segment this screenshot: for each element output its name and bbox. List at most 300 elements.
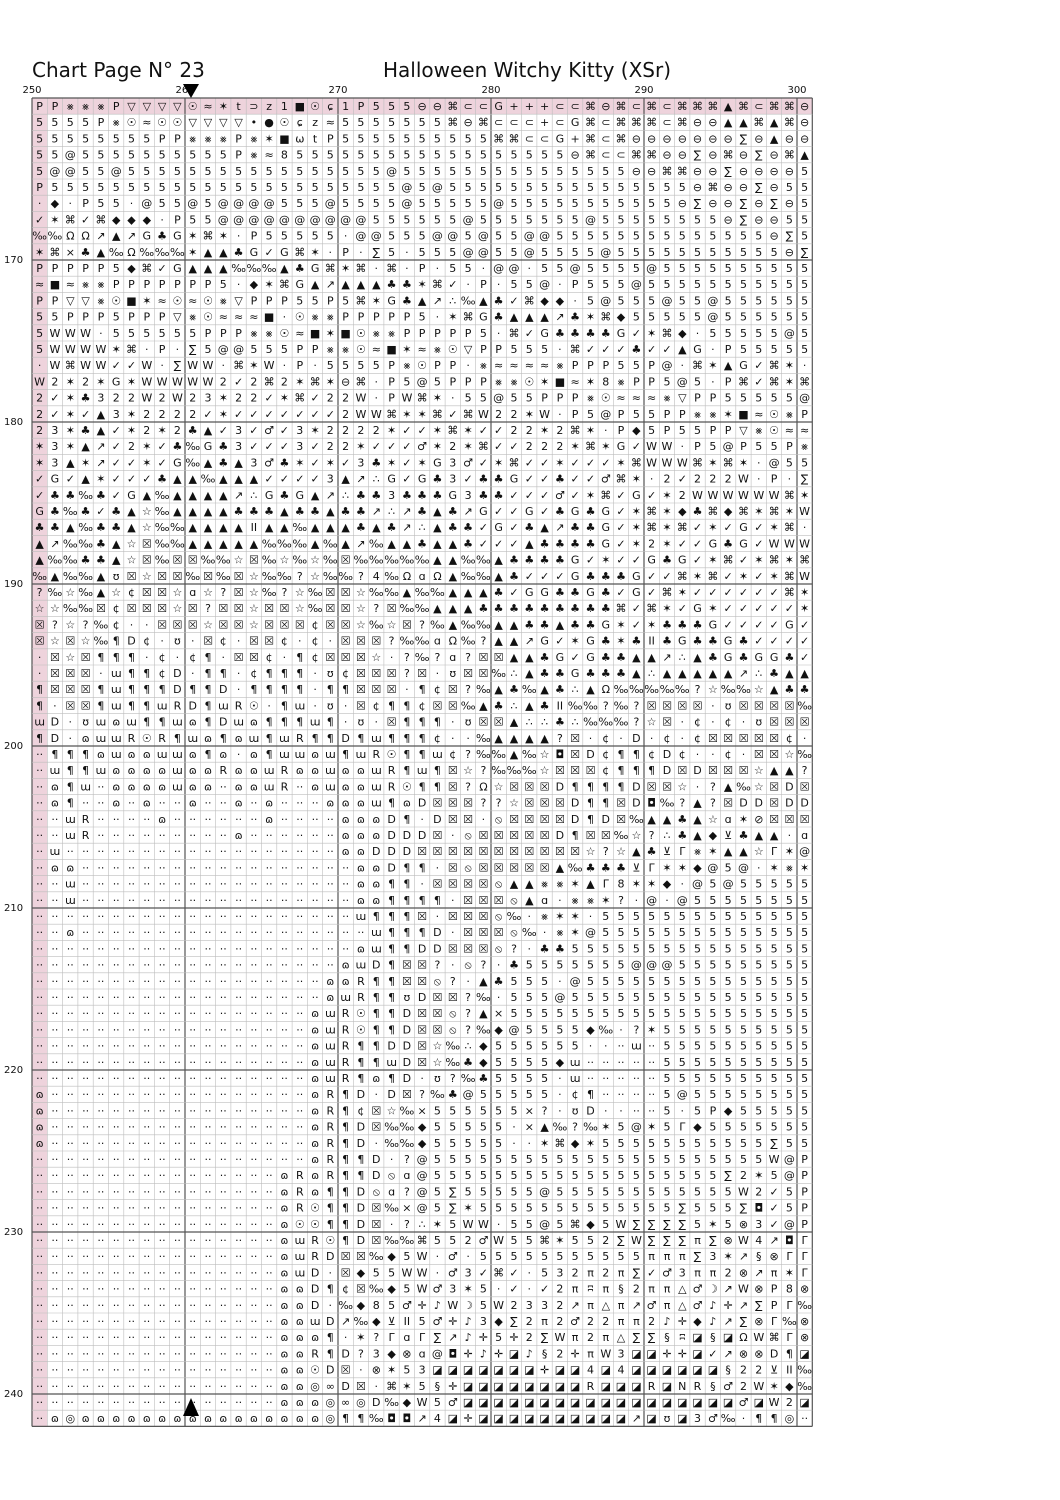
- chart-cell-symbol: ↗: [356, 537, 366, 551]
- chart-cell-symbol: 5: [678, 1023, 686, 1037]
- chart-cell-symbol: ◪: [615, 1412, 627, 1426]
- chart-cell-symbol: P: [36, 181, 43, 194]
- chart-cell-symbol: 5: [112, 310, 120, 324]
- chart-cell-symbol: ··: [204, 1185, 212, 1199]
- chart-cell-symbol: ··: [265, 1250, 273, 1264]
- chart-cell-symbol: ··: [250, 942, 258, 956]
- chart-cell-symbol: 5: [801, 213, 809, 227]
- chart-cell-symbol: ‰: [414, 553, 430, 567]
- chart-cell-symbol: ·: [466, 278, 470, 292]
- chart-cell-symbol: ▲: [785, 667, 794, 680]
- chart-cell-symbol: ☒: [355, 683, 366, 697]
- chart-cell-symbol: R: [173, 699, 182, 713]
- chart-cell-symbol: ⌘: [738, 100, 749, 113]
- chart-cell-symbol: ♣: [432, 472, 443, 486]
- chart-cell-symbol: ✶: [325, 326, 335, 340]
- chart-cell-symbol: ··: [265, 1120, 273, 1134]
- chart-cell-symbol: 3: [372, 1347, 380, 1361]
- chart-cell-symbol: 5: [250, 181, 258, 194]
- chart-cell-symbol: ··: [143, 1088, 151, 1102]
- chart-cell-symbol: 5: [173, 148, 181, 162]
- chart-cell-symbol: 2: [587, 1331, 594, 1345]
- chart-cell-symbol: ✶: [662, 537, 672, 551]
- chart-cell-symbol: ··: [235, 1185, 243, 1199]
- chart-cell-symbol: P: [617, 407, 625, 421]
- chart-cell-symbol: ◪: [524, 1412, 535, 1426]
- chart-cell-symbol: 5: [740, 1007, 747, 1021]
- chart-cell-symbol: ◆: [417, 1120, 427, 1134]
- chart-cell-symbol: ◪: [524, 1379, 535, 1393]
- chart-cell-symbol: ··: [143, 991, 151, 1004]
- chart-cell-symbol: ɷ: [295, 1412, 304, 1426]
- chart-cell-symbol: ♣: [509, 602, 519, 616]
- chart-cell-symbol: ··: [265, 1007, 273, 1021]
- chart-cell-symbol: 5: [97, 132, 105, 146]
- chart-cell-symbol: ··: [617, 1039, 625, 1053]
- chart-cell-symbol: 5: [678, 974, 686, 988]
- chart-cell-symbol: 5: [724, 391, 732, 405]
- chart-cell-symbol: @: [355, 213, 367, 227]
- chart-cell-symbol: ¶: [403, 877, 411, 891]
- chart-cell-symbol: ¶: [265, 683, 273, 697]
- chart-cell-symbol: ··: [97, 942, 105, 956]
- chart-cell-symbol: 5: [464, 1120, 472, 1134]
- chart-cell-symbol: ··: [66, 1298, 74, 1312]
- chart-cell-symbol: 2: [648, 537, 656, 551]
- chart-cell-symbol: ∑: [188, 343, 197, 356]
- chart-cell-symbol: ··: [296, 1072, 304, 1085]
- chart-cell-symbol: ‰: [292, 537, 308, 551]
- chart-cell-symbol: ɷ: [372, 893, 381, 907]
- chart-cell-symbol: 5: [388, 213, 396, 227]
- chart-cell-symbol: ✛: [493, 1347, 504, 1361]
- chart-cell-symbol: 5: [510, 1234, 518, 1247]
- chart-cell-symbol: ∴: [418, 521, 426, 535]
- chart-cell-symbol: 5: [801, 974, 809, 988]
- chart-cell-symbol: ɯ: [294, 699, 306, 713]
- chart-cell-symbol: W: [64, 343, 76, 356]
- chart-cell-symbol: 5: [755, 1007, 763, 1021]
- chart-cell-symbol: ✓: [96, 505, 106, 518]
- chart-cell-symbol: ♣: [539, 699, 550, 713]
- chart-cell-symbol: ··: [296, 796, 304, 810]
- chart-cell-symbol: G: [35, 505, 44, 518]
- chart-cell-symbol: 5: [525, 991, 533, 1004]
- chart-cell-symbol: ··: [250, 1055, 258, 1069]
- chart-cell-symbol: ⨳: [801, 440, 809, 454]
- chart-cell-symbol: ··: [250, 1104, 258, 1118]
- chart-cell-symbol: ··: [189, 1088, 197, 1102]
- chart-cell-symbol: ⌘: [646, 505, 658, 518]
- chart-cell-symbol: ✶: [585, 310, 596, 324]
- chart-cell-symbol: ☆: [65, 650, 76, 664]
- chart-cell-symbol: ··: [296, 877, 304, 891]
- chart-cell-symbol: ··: [36, 942, 44, 956]
- chart-cell-symbol: 5: [571, 1153, 579, 1166]
- chart-cell-symbol: ɯ: [263, 780, 275, 794]
- chart-cell-symbol: ♣: [509, 683, 519, 697]
- chart-cell-symbol: ··: [82, 910, 90, 923]
- chart-cell-symbol: ✶: [295, 375, 305, 389]
- chart-cell-symbol: ∑: [739, 1315, 748, 1328]
- chart-cell-symbol: ⊖: [708, 197, 718, 211]
- chart-cell-symbol: 5: [541, 1023, 549, 1037]
- chart-cell-symbol: 5: [724, 229, 732, 243]
- chart-cell-symbol: ··: [128, 1104, 135, 1118]
- chart-cell-symbol: ··: [219, 1282, 227, 1296]
- chart-cell-symbol: 5: [694, 1039, 701, 1053]
- chart-cell-symbol: ɷ: [203, 780, 213, 794]
- chart-cell-symbol: ··: [97, 1331, 105, 1345]
- chart-cell-symbol: ▲: [188, 505, 197, 518]
- chart-cell-symbol: ☒: [371, 1217, 382, 1231]
- chart-cell-symbol: ✓: [80, 213, 91, 227]
- chart-cell-symbol: ↗: [325, 278, 335, 292]
- chart-cell-symbol: G: [310, 262, 320, 275]
- chart-cell-symbol: ··: [173, 1039, 181, 1053]
- chart-cell-symbol: G: [433, 456, 442, 470]
- chart-cell-symbol: ✓: [493, 440, 504, 454]
- chart-cell-symbol: ▲: [509, 618, 519, 632]
- chart-cell-symbol: ☉: [401, 780, 412, 794]
- chart-cell-symbol: 5: [785, 1039, 793, 1053]
- chart-cell-symbol: ☆: [49, 602, 60, 616]
- chart-cell-symbol: 5: [587, 991, 594, 1004]
- chart-cell-symbol: ··: [97, 1201, 105, 1215]
- chart-cell-symbol: ✓: [799, 634, 810, 648]
- chart-cell-symbol: ♣: [294, 505, 305, 518]
- chart-cell-symbol: ··: [265, 861, 273, 875]
- chart-cell-symbol: ··: [158, 991, 166, 1004]
- chart-cell-symbol: ☽: [707, 1282, 718, 1296]
- chart-cell-symbol: ✓: [631, 618, 642, 632]
- chart-cell-symbol: ɯ: [110, 667, 122, 680]
- chart-cell-symbol: ∴: [342, 488, 350, 502]
- chart-cell-symbol: 5: [525, 974, 533, 988]
- chart-cell-symbol: ɯ: [110, 748, 122, 761]
- chart-cell-symbol: 5: [342, 359, 350, 373]
- chart-cell-symbol: ··: [128, 926, 135, 940]
- chart-cell-symbol: G: [723, 650, 733, 664]
- chart-cell-symbol: 5: [433, 213, 441, 227]
- chart-cell-symbol: 5: [510, 1153, 518, 1166]
- chart-cell-symbol: ∑: [510, 1315, 518, 1328]
- chart-cell-symbol: ♣: [723, 537, 734, 551]
- chart-cell-symbol: ɷ: [234, 780, 243, 794]
- chart-cell-symbol: 5: [82, 164, 90, 178]
- chart-cell-symbol: 2: [173, 407, 181, 421]
- chart-cell-symbol: ☒: [447, 845, 458, 859]
- chart-cell-symbol: ··: [112, 1185, 120, 1199]
- chart-cell-symbol: ɷ: [341, 764, 350, 778]
- chart-cell-symbol: ɷ: [112, 1412, 121, 1426]
- chart-cell-symbol: ♣: [539, 650, 550, 664]
- chart-cell-symbol: @: [707, 861, 719, 875]
- chart-cell-symbol: ✛: [448, 1379, 458, 1393]
- chart-cell-symbol: 5: [525, 278, 533, 292]
- chart-cell-symbol: ··: [189, 1136, 197, 1150]
- chart-cell-symbol: ··: [250, 812, 258, 826]
- chart-cell-symbol: ·: [573, 294, 577, 308]
- chart-cell-symbol: ✶: [799, 488, 810, 502]
- chart-cell-symbol: ··: [219, 926, 227, 940]
- chart-cell-symbol: ··: [296, 1120, 304, 1134]
- chart-cell-symbol: ‰: [399, 602, 415, 616]
- chart-cell-symbol: ?: [541, 1104, 548, 1118]
- chart-cell-symbol: ▲: [586, 683, 595, 697]
- chart-cell-symbol: ¶: [265, 731, 273, 745]
- chart-cell-symbol: 5: [785, 1055, 793, 1069]
- chart-cell-symbol: ✓: [310, 407, 320, 421]
- chart-cell-symbol: 5: [755, 391, 763, 405]
- chart-cell-symbol: 5: [801, 278, 809, 292]
- chart-cell-symbol: ◪: [462, 1379, 474, 1393]
- chart-cell-symbol: ✶: [432, 440, 443, 454]
- chart-cell-symbol: ☉: [600, 391, 611, 405]
- chart-cell-symbol: ✓: [157, 262, 167, 275]
- chart-cell-symbol: ¢: [128, 586, 135, 599]
- chart-cell-symbol: ··: [189, 861, 197, 875]
- chart-cell-symbol: ☆: [172, 602, 183, 616]
- chart-cell-symbol: 5: [372, 132, 380, 146]
- chart-cell-symbol: @: [370, 229, 382, 243]
- chart-cell-symbol: G: [601, 618, 611, 632]
- chart-cell-symbol: ··: [97, 1298, 105, 1312]
- chart-cell-symbol: 5: [801, 1104, 809, 1118]
- chart-cell-symbol: ·: [588, 731, 593, 745]
- chart-cell-symbol: @: [630, 958, 642, 972]
- chart-cell-symbol: ‰: [598, 1023, 614, 1037]
- chart-cell-symbol: ·: [37, 359, 42, 373]
- chart-cell-symbol: 5: [388, 1298, 396, 1312]
- chart-cell-symbol: ◎: [784, 1412, 795, 1426]
- chart-cell-symbol: ¶: [158, 683, 166, 697]
- chart-cell-symbol: ··: [66, 1120, 74, 1134]
- chart-cell-symbol: ‰: [399, 1234, 415, 1247]
- chart-cell-symbol: ··: [173, 942, 181, 956]
- chart-cell-symbol: ··: [204, 1282, 212, 1296]
- chart-cell-symbol: ⊖: [708, 164, 718, 178]
- chart-cell-symbol: ✶: [80, 456, 91, 470]
- chart-cell-symbol: P: [480, 343, 487, 356]
- chart-cell-symbol: 5: [632, 1169, 640, 1183]
- chart-cell-symbol: P: [633, 375, 640, 389]
- chart-cell-symbol: π: [678, 1250, 686, 1264]
- chart-cell-symbol: 5: [541, 181, 549, 194]
- chart-cell-symbol: ☆: [310, 553, 321, 567]
- chart-cell-symbol: ɷ: [311, 780, 320, 794]
- chart-cell-symbol: ⊂: [524, 116, 534, 130]
- chart-cell-symbol: W: [768, 1153, 780, 1166]
- chart-cell-symbol: ¶: [342, 683, 350, 697]
- chart-cell-symbol: ··: [82, 893, 90, 907]
- chart-cell-symbol: ··: [265, 1234, 273, 1247]
- chart-cell-symbol: P: [571, 391, 579, 405]
- chart-cell-symbol: ◪: [631, 1379, 642, 1393]
- chart-cell-symbol: ▲: [448, 586, 458, 599]
- chart-cell-symbol: ✶: [799, 861, 810, 875]
- chart-cell-symbol: 5: [357, 359, 365, 373]
- chart-cell-symbol: ··: [128, 877, 135, 891]
- chart-cell-symbol: ··: [36, 1039, 44, 1053]
- chart-cell-symbol: ♣: [463, 1055, 474, 1069]
- chart-cell-symbol: ⊂: [509, 116, 519, 130]
- chart-cell-symbol: ✶: [738, 569, 749, 583]
- chart-cell-symbol: 5: [785, 991, 793, 1004]
- chart-cell-symbol: ‰: [414, 586, 430, 599]
- chart-cell-symbol: 5: [755, 926, 763, 940]
- chart-cell-symbol: 5: [617, 1007, 625, 1021]
- chart-cell-symbol: 5: [587, 1234, 594, 1247]
- chart-cell-symbol: 5: [785, 926, 793, 940]
- chart-cell-symbol: @: [585, 213, 596, 227]
- chart-cell-symbol: ☒: [401, 618, 412, 632]
- chart-cell-symbol: ♣: [447, 1088, 458, 1102]
- chart-cell-symbol: ·: [374, 715, 379, 729]
- chart-cell-symbol: ɯ: [248, 731, 260, 745]
- chart-cell-symbol: ↗: [340, 1315, 351, 1328]
- chart-cell-symbol: ✓: [754, 569, 764, 583]
- chart-cell-symbol: ♂: [554, 488, 565, 502]
- chart-cell-symbol: ··: [143, 926, 151, 940]
- chart-cell-symbol: ✓: [799, 618, 810, 632]
- chart-cell-symbol: 5: [663, 926, 671, 940]
- chart-cell-symbol: ▲: [234, 472, 243, 486]
- chart-cell-symbol: ⦸: [510, 926, 518, 940]
- chart-cell-symbol: ♣: [432, 488, 443, 502]
- chart-cell-symbol: ··: [311, 796, 319, 810]
- chart-cell-symbol: ɑ: [388, 1185, 396, 1199]
- chart-cell-symbol: 2: [250, 391, 258, 405]
- chart-cell-symbol: ¶: [785, 1347, 793, 1361]
- chart-cell-symbol: ·: [496, 326, 501, 340]
- chart-cell-symbol: ☆: [646, 715, 657, 729]
- chart-cell-symbol: ‰: [261, 553, 277, 567]
- chart-cell-symbol: 5: [648, 181, 656, 194]
- chart-cell-symbol: G: [173, 456, 182, 470]
- chart-cell-symbol: ✶: [34, 245, 45, 259]
- chart-cell-symbol: P: [694, 391, 701, 405]
- chart-cell-symbol: ¶: [296, 650, 304, 664]
- chart-cell-symbol: ɷ: [341, 829, 350, 842]
- chart-cell-symbol: ·: [680, 715, 685, 729]
- chart-cell-symbol: ◆: [50, 197, 60, 211]
- chart-cell-symbol: ··: [97, 1185, 105, 1199]
- chart-cell-symbol: ·: [313, 699, 317, 713]
- chart-cell-symbol: 5: [740, 229, 747, 243]
- chart-cell-symbol: ·: [236, 229, 241, 243]
- chart-cell-symbol: ▲: [433, 505, 442, 518]
- chart-cell-symbol: 5: [740, 877, 747, 891]
- chart-cell-symbol: ✓: [616, 521, 626, 535]
- chart-cell-symbol: ··: [326, 812, 334, 826]
- chart-cell-symbol: ⊂: [662, 116, 672, 130]
- chart-cell-symbol: W: [738, 472, 749, 486]
- chart-cell-symbol: 5: [418, 229, 426, 243]
- chart-cell-symbol: 5: [418, 132, 426, 146]
- chart-cell-symbol: ☒: [279, 618, 290, 632]
- chart-cell-symbol: ♣: [80, 245, 91, 259]
- chart-cell-symbol: ɷ: [81, 1412, 90, 1426]
- chart-cell-symbol: ··: [82, 845, 90, 859]
- chart-cell-symbol: 5: [479, 1088, 487, 1102]
- chart-cell-symbol: 5: [709, 974, 717, 988]
- chart-cell-symbol: ·: [741, 1412, 746, 1426]
- chart-cell-symbol: P: [786, 440, 793, 454]
- chart-cell-symbol: 5: [449, 262, 457, 275]
- chart-cell-symbol: ✓: [402, 424, 412, 437]
- chart-cell-symbol: ⊂: [662, 100, 672, 113]
- chart-cell-symbol: 5: [403, 375, 411, 389]
- chart-cell-symbol: ¢: [372, 699, 380, 713]
- chart-cell-symbol: ▲: [188, 521, 197, 535]
- chart-cell-symbol: ɯ: [263, 764, 275, 778]
- chart-cell-symbol: 5: [648, 1136, 656, 1150]
- chart-cell-symbol: 5: [694, 1169, 701, 1183]
- chart-cell-symbol: P: [143, 310, 151, 324]
- chart-cell-symbol: ··: [189, 1396, 197, 1409]
- chart-cell-symbol: ··: [265, 1315, 273, 1328]
- chart-cell-symbol: ✶: [310, 245, 320, 259]
- chart-cell-symbol: @: [233, 197, 245, 211]
- chart-cell-symbol: §: [434, 1379, 441, 1393]
- chart-cell-symbol: ✓: [539, 505, 550, 518]
- chart-cell-symbol: ··: [112, 1153, 120, 1166]
- chart-cell-symbol: t: [236, 100, 241, 113]
- chart-cell-symbol: ɯ: [172, 780, 183, 794]
- chart-cell-symbol: @: [233, 343, 245, 356]
- chart-cell-symbol: ··: [112, 1136, 120, 1150]
- chart-cell-symbol: ··: [36, 845, 44, 859]
- chart-cell-symbol: 5: [372, 197, 380, 211]
- chart-cell-symbol: @: [646, 262, 658, 275]
- chart-cell-symbol: ··: [173, 812, 181, 826]
- chart-cell-symbol: ɷ: [372, 877, 381, 891]
- chart-cell-symbol: π: [587, 1298, 594, 1312]
- chart-cell-symbol: 5: [617, 1153, 625, 1166]
- chart-cell-symbol: ⊖: [784, 164, 795, 178]
- chart-cell-symbol: ▲: [525, 893, 534, 907]
- chart-cell-symbol: ◪: [508, 1412, 520, 1426]
- chart-cell-symbol: ¶: [357, 1055, 365, 1069]
- chart-cell-symbol: ✓: [65, 472, 75, 486]
- chart-cell-symbol: @: [508, 262, 520, 275]
- chart-cell-symbol: P: [128, 310, 135, 324]
- chart-cell-symbol: ⨳: [112, 116, 120, 130]
- chart-cell-symbol: ∑: [647, 1331, 656, 1345]
- chart-cell-symbol: W: [661, 440, 673, 454]
- chart-cell-symbol: ¶: [204, 699, 212, 713]
- chart-cell-symbol: P: [250, 229, 258, 243]
- chart-cell-symbol: ✓: [784, 634, 795, 648]
- chart-cell-symbol: ··: [51, 1153, 59, 1166]
- chart-cell-symbol: 5: [418, 181, 426, 194]
- chart-cell-symbol: ◪: [753, 1396, 765, 1409]
- chart-cell-symbol: ··: [235, 861, 243, 875]
- chart-cell-symbol: ··: [36, 748, 44, 761]
- chart-cell-symbol: 5: [571, 942, 579, 956]
- chart-cell-symbol: ☒: [463, 667, 474, 680]
- chart-cell-symbol: D: [402, 845, 412, 859]
- chart-cell-symbol: ɕ: [327, 100, 334, 113]
- chart-cell-symbol: ∑: [678, 1201, 687, 1215]
- chart-cell-symbol: 2: [632, 1282, 640, 1296]
- chart-cell-symbol: W: [64, 326, 76, 340]
- chart-cell-symbol: ↗: [769, 1234, 779, 1247]
- chart-cell-symbol: ✓: [754, 375, 764, 389]
- chart-cell-symbol: ☒: [126, 602, 137, 616]
- chart-cell-symbol: ?: [82, 618, 89, 632]
